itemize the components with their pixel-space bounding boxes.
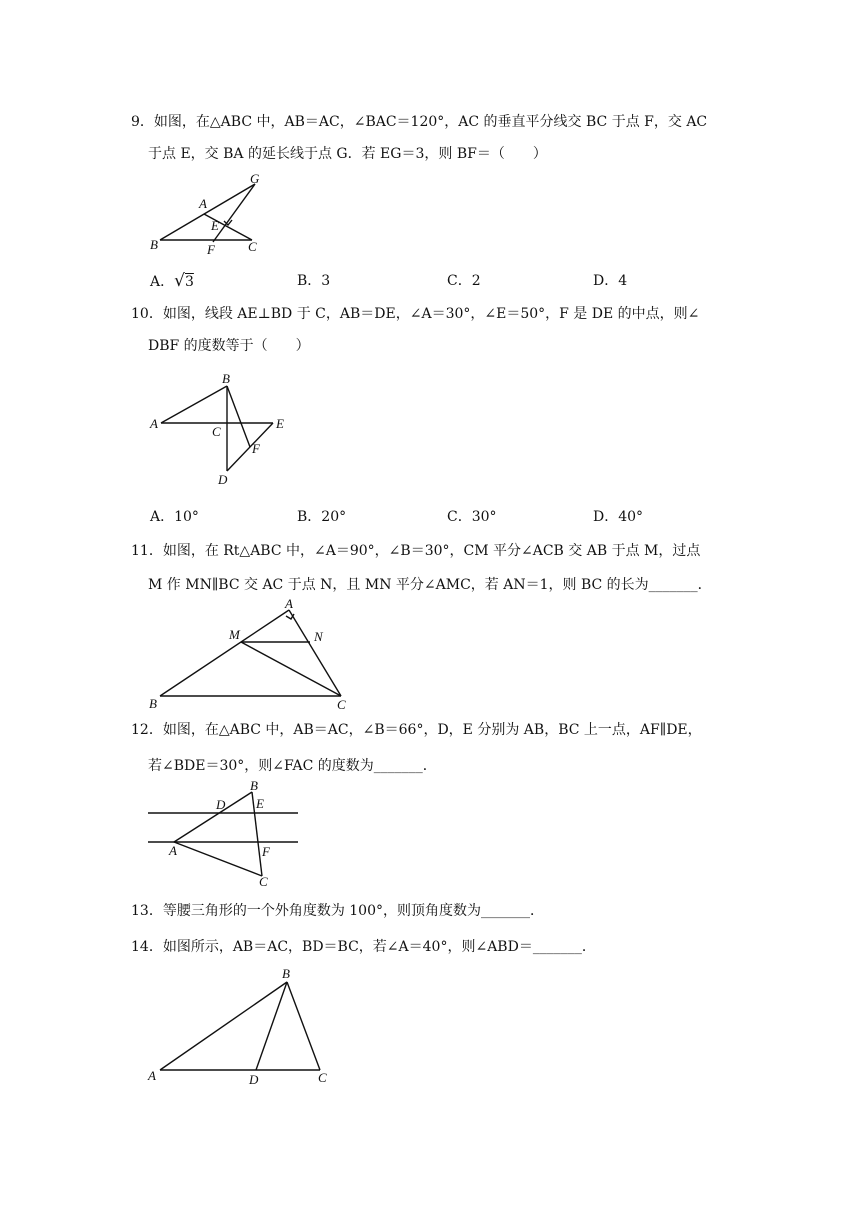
- q9-option-a-label: A．: [150, 274, 175, 290]
- q9-option-a: [150, 271, 194, 292]
- q9-label-f: F: [207, 242, 215, 257]
- q11-label-a: A: [285, 596, 293, 611]
- q12-figure: [140, 778, 310, 893]
- sqrt-icon: √: [174, 271, 185, 291]
- q9-line-2: 于点 E，交 BA 的延长线于点 G．若 EG＝3，则 BF＝（ ）: [148, 146, 547, 162]
- q10-option-c: C．30°: [447, 509, 497, 525]
- q10-line-1: 10．如图，线段 AE⊥BD 于 C，AB＝DE，∠A＝30°，∠E＝50°，F 是 DE 的中点，则∠: [131, 306, 700, 322]
- q10-option-a: A．10°: [150, 509, 199, 525]
- q13-line-1: 13．等腰三角形的一个外角度数为 100°，则顶角度数为_______．: [131, 903, 544, 919]
- q11-label-m: M: [229, 627, 240, 642]
- q9-label-g: G: [250, 171, 260, 186]
- q10-label-d: D: [218, 472, 228, 487]
- q14-line-1: 14．如图所示，AB＝AC，BD＝BC，若∠A＝40°，则∠ABD＝_______．: [131, 939, 596, 955]
- q12-label-c: C: [259, 874, 268, 889]
- q10-option-d: D．40°: [593, 509, 644, 525]
- q14-label-a: A: [148, 1068, 156, 1083]
- q12-label-b: B: [250, 778, 258, 793]
- q12-line-1: 12．如图，在△ABC 中，AB＝AC，∠B＝66°，D，E 分别为 AB，BC 上一点，AF∥DE，: [131, 722, 702, 738]
- q11-figure: [140, 596, 360, 711]
- q11-label-b: B: [149, 696, 157, 711]
- q9-label-e: E: [211, 218, 219, 233]
- q11-line-2: M 作 MN∥BC 交 AC 于点 N，且 MN 平分∠AMC，若 AN＝1，则 BC 的长为_______．: [148, 577, 712, 593]
- q10-line-2: DBF 的度数等于（ ）: [148, 338, 310, 354]
- q14-label-c: C: [318, 1070, 327, 1085]
- q11-label-c: C: [337, 697, 346, 712]
- q9-option-d: D．4: [593, 273, 628, 289]
- q10-option-b: B．20°: [297, 509, 347, 525]
- q9-option-c: C．2: [447, 273, 481, 289]
- q9-label-a: A: [199, 196, 207, 211]
- q10-label-a: A: [150, 416, 158, 431]
- q14-label-d: D: [249, 1072, 259, 1087]
- q9-option-a-radicand: 3: [184, 274, 194, 290]
- q9-label-b: B: [150, 237, 158, 252]
- q12-label-a: A: [169, 843, 177, 858]
- q14-figure: [140, 962, 340, 1092]
- q10-label-f: F: [252, 441, 260, 456]
- q10-label-c: C: [212, 424, 221, 439]
- q11-label-n: N: [314, 629, 323, 644]
- q9-figure: [140, 170, 280, 260]
- q9-option-b: B．3: [297, 273, 331, 289]
- q11-line-1: 11．如图，在 Rt△ABC 中，∠A＝90°，∠B＝30°，CM 平分∠ACB 交 AB 于点 M，过点: [131, 543, 701, 559]
- q9-label-c: C: [248, 239, 257, 254]
- q12-label-e: E: [256, 796, 264, 811]
- q9-line-1: 9．如图，在△ABC 中，AB＝AC，∠BAC＝120°，AC 的垂直平分线交 BC 于点 F，交 AC: [131, 114, 708, 130]
- q12-label-f: F: [262, 844, 270, 859]
- q10-figure: [145, 365, 295, 490]
- q10-label-e: E: [276, 416, 284, 431]
- q12-label-d: D: [216, 797, 226, 812]
- q10-label-b: B: [222, 371, 230, 386]
- q12-line-2: 若∠BDE＝30°，则∠FAC 的度数为_______．: [148, 758, 437, 774]
- q14-label-b: B: [282, 966, 290, 981]
